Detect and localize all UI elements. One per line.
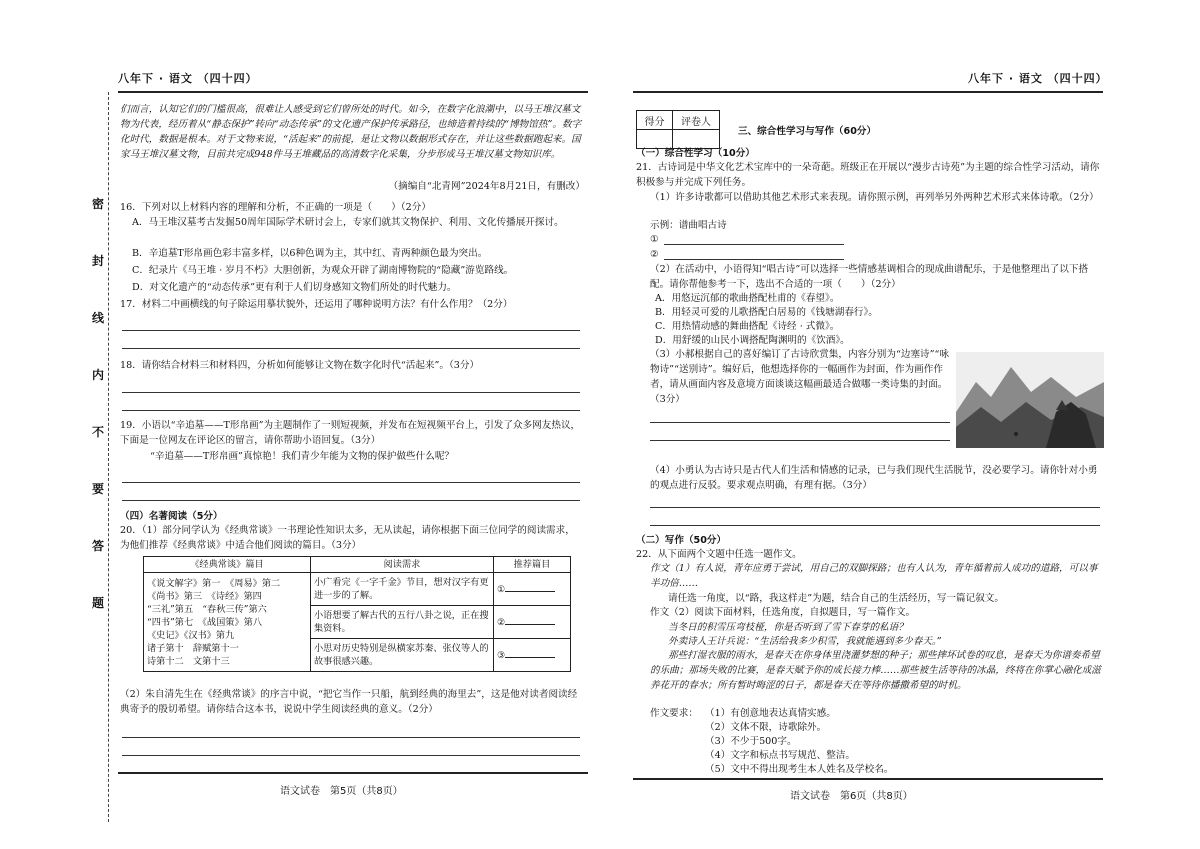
header-rule-left bbox=[118, 91, 588, 93]
seal-char: 题 bbox=[92, 596, 105, 610]
chapter-line: “四书”第七 《战国策》第八 bbox=[147, 616, 263, 628]
blank-mark: ② bbox=[650, 249, 659, 260]
reading-need: 小语想要了解古代的五行八卦之说，正在搜集资料。 bbox=[311, 606, 494, 639]
blank-mark: ① bbox=[650, 234, 659, 245]
material-paragraph: 们而言，认知它们的门槛很高，很难让人感受到它们曾所处的时代。如今，在数字化浪潮中，以马王堆汉墓文物为代表，经历着从“静态保护”转向“动态传承”的文化遗产保护传承路径，也缔造着持续的“博物馆热”。数字化时代，数据是根本。对于文物来说，“活起来”的前提，是让文物以数据形式存在，并让这些数据跑起来。国家马王堆汉墓文物，目前共完成948件马王堆藏品的高清数字化采集，分步形成马王堆汉墓文物知识库。 bbox=[120, 104, 582, 160]
table-header: 阅读需求 bbox=[311, 557, 494, 573]
q21-2-option-a: A．用悠远沉郁的歌曲搭配杜甫的《春望》。 bbox=[655, 293, 840, 304]
answer-line[interactable] bbox=[122, 348, 580, 349]
answer-line[interactable] bbox=[650, 507, 1100, 508]
recommend-cell[interactable] bbox=[494, 606, 571, 639]
material-source: （摘编自“北青网”2024年8月21日，有删改） bbox=[388, 181, 585, 192]
reading-need: 小思对历史特别是纵横家苏秦、张仪等人的故事很感兴趣。 bbox=[311, 639, 494, 672]
q21-part3: （3）小郝根据自己的喜好编订了古诗欣赏集，内容分别为“边塞诗”“咏物诗”“送别诗”。编好后，他想选择你的一幅画作为封面，作为画作作者，请从画面内容及意境方面谈谈这幅画最适合做哪一类诗集的封面。（3分） bbox=[650, 349, 950, 405]
question-16: 16．下列对以上材料内容的理解和分析，不正确的一项是（ ）（2分） bbox=[120, 202, 431, 213]
question-20: 20．（1）部分同学认为《经典常谈》一书理论性知识太多，无从读起，请你根据下面三位同学的阅读需求，为他们推荐《经典常谈》中适合他们阅读的篇目。（3分） bbox=[120, 525, 575, 551]
seal-char: 封 bbox=[92, 254, 105, 268]
material-line: 外卖诗人王计兵说：“生活给我多少积雪，我就能遇到多少春天。” bbox=[668, 636, 942, 647]
q16-option-d: D．对文化遗产的“动态传承”更有利于人们切身感知文物们所处的时代魅力。 bbox=[132, 282, 457, 293]
subsection-2-title: （二）写作（50分） bbox=[636, 535, 727, 546]
essay-prompt-1: 作文（1）有人说，青年应勇于尝试，用自己的双脚探路；也有人认为，青年循着前人成功的道路，可以事半功倍…… bbox=[650, 563, 1098, 589]
seal-char: 密 bbox=[92, 197, 105, 211]
blank-mark: ② bbox=[497, 616, 506, 628]
chapter-line: “三礼”第五 “春秋三传”第六 bbox=[147, 603, 267, 615]
answer-line[interactable] bbox=[122, 392, 580, 393]
q16-option-c: C．纪录片《马王堆 · 岁月不朽》大胆创新，为观众开辟了湖南博物院的“隐藏”游览路线。 bbox=[132, 265, 514, 276]
mountain-painting-icon bbox=[956, 352, 1104, 448]
reading-need: 小广看完《一字千金》节目，想对汉字有更进一步的了解。 bbox=[311, 573, 494, 606]
material-line: 当冬日的积雪压弯枝桠，你是否听到了雪下春芽的私语？ bbox=[668, 622, 908, 633]
material-paragraph: 那些打湿衣服的雨水，是春天在你身体里浇灌梦想的种子；那些摔坏试卷的叹息，是春天为你谱奏希望的乐曲；那场失败的比赛，是春天赋予你的成长接力棒……那些被生活等待的冰晶，终将在你掌心融化成滋养花开的春水；所有暂时晦涩的日子，都是春天在等待你播撒希望的时机。 bbox=[650, 650, 1101, 691]
score-table bbox=[636, 110, 720, 149]
seal-char: 不 bbox=[92, 425, 105, 439]
score-label: 得分 bbox=[637, 111, 673, 130]
requirement-item: （5）文中不得出现考生本人姓名及学校名。 bbox=[705, 764, 894, 775]
seal-char: 内 bbox=[92, 368, 105, 382]
q19-comment-quote: “辛追墓——T形帛画”真惊艳！我们青少年能为文物的保护做些什么呢？ bbox=[150, 451, 455, 462]
seal-char: 线 bbox=[92, 311, 105, 325]
section-4-title: （四）名著阅读（5分） bbox=[120, 511, 223, 522]
q21-part1: （1）许多诗歌都可以借助其他艺术形式来表现。请你照示例，再列举另外两种艺术形式来体诗歌。（2分） bbox=[650, 192, 1099, 203]
chapter-line: 诸子第十 辞赋第十一 bbox=[147, 642, 239, 654]
footer-rule-left bbox=[118, 772, 588, 774]
footer-rule-right bbox=[633, 778, 1103, 780]
q21-part2: （2）在活动中，小语得知“唱古诗”可以选择一些情感基调相合的现成曲谱配乐，于是他整理出了以下搭配。请你帮他参考一下，选出不合适的一项（ ）（2分） bbox=[650, 264, 1089, 290]
page-footer-right: 语文试卷 第6页（共8页） bbox=[790, 791, 913, 802]
recommend-cell[interactable] bbox=[494, 639, 571, 672]
chapter-line: 《尚书》第三 《诗经》第四 bbox=[147, 590, 262, 602]
answer-line[interactable] bbox=[650, 525, 1100, 526]
requirements-title: 作文要求： bbox=[650, 708, 698, 719]
requirement-item: （1）有创意地表达真情实感。 bbox=[705, 708, 836, 719]
blank-mark: ③ bbox=[497, 649, 506, 661]
answer-line[interactable] bbox=[664, 244, 844, 245]
answer-line[interactable] bbox=[650, 440, 950, 441]
q21-2-option-d: D．用舒缓的山民小调搭配陶渊明的《饮酒》。 bbox=[655, 335, 850, 346]
seal-dashed-line bbox=[108, 92, 109, 822]
page-header-left: 八年下 · 语文 （四十四） bbox=[118, 72, 258, 85]
answer-line[interactable] bbox=[122, 330, 580, 331]
table-header: 推荐篇目 bbox=[494, 557, 571, 573]
section-3-title: 三、综合性学习与写作（60分） bbox=[738, 126, 877, 137]
answer-line[interactable] bbox=[122, 482, 580, 483]
header-rule-right bbox=[633, 91, 1103, 93]
seal-char: 要 bbox=[92, 482, 105, 496]
chapter-line: 《说文解字》第一 《周易》第二 bbox=[147, 577, 281, 589]
answer-line[interactable] bbox=[122, 500, 580, 501]
answer-line[interactable] bbox=[664, 259, 844, 260]
chapter-line: 《史记》《汉书》第九 bbox=[147, 629, 235, 641]
requirement-item: （3）不少于500字。 bbox=[705, 736, 797, 747]
q16-option-b: B．辛追墓T形帛画色彩丰富多样，以6种色调为主，其中红、青两种颜色最为突出。 bbox=[132, 248, 488, 259]
question-22: 22．从下面两个文题中任选一题作文。 bbox=[636, 549, 802, 560]
q16-option-a: A．马王堆汉墓考古发掘50周年国际学术研讨会上，专家们就其文物保护、利用、文化传播展开探讨。 bbox=[132, 217, 564, 228]
q21-example: 示例：谱曲唱古诗 bbox=[650, 220, 727, 231]
answer-line[interactable] bbox=[122, 737, 580, 738]
answer-line[interactable] bbox=[650, 422, 950, 423]
essay-prompt-2: 作文（2）阅读下面材料，任选角度，自拟题目，写一篇作文。 bbox=[650, 607, 916, 618]
seal-char: 答 bbox=[92, 539, 105, 553]
page-footer-left: 语文试卷 第5页（共8页） bbox=[280, 786, 403, 797]
table-header: 《经典常谈》篇目 bbox=[144, 557, 311, 573]
question-21: 21．古诗词是中华文化艺术宝库中的一朵奇葩。班级正在开展以“漫步古诗苑”为主题的综合性学习活动，请你积极参与并完成下列任务。 bbox=[636, 162, 1100, 188]
answer-line[interactable] bbox=[122, 410, 580, 411]
question-20-part2: （2）朱自清先生在《经典常谈》的序言中说，“把它当作一只船，航到经典的海里去”，这是他对读者阅读经典寄予的殷切希望。请你结合这本书，说说中学生阅读经典的意义。（2分） bbox=[120, 689, 578, 715]
requirement-item: （2）文体不限，诗歌除外。 bbox=[705, 722, 827, 733]
q21-2-option-c: C．用热情动感的舞曲搭配《诗经 · 式微》。 bbox=[655, 321, 840, 332]
chapter-line: 诗第十二 文第十三 bbox=[147, 655, 230, 667]
seal-text bbox=[92, 195, 108, 651]
answer-line[interactable] bbox=[122, 755, 580, 756]
q21-2-option-b: B．用轻灵可爱的儿歌搭配白居易的《钱塘湖春行》。 bbox=[655, 307, 878, 318]
question-19: 19．小语以“辛追墓——T形帛画”为主题制作了一则短视频，并发布在短视频平台上，引发了众多网友热议，下面是一位网友在评论区的留言，请你帮助小语回复。（3分） bbox=[120, 420, 581, 446]
recommend-cell[interactable] bbox=[494, 573, 571, 606]
blank-mark: ① bbox=[497, 583, 506, 595]
grader-label: 评卷人 bbox=[673, 111, 720, 130]
book-chapter-list bbox=[144, 573, 311, 672]
essay-prompt-1-task: 请任选一角度，以“路，我这样走”为题，结合自己的生活经历，写一篇记叙文。 bbox=[668, 593, 1004, 604]
requirement-item: （4）文字和标点书写规范、整洁。 bbox=[705, 750, 856, 761]
landscape-painting-image bbox=[956, 352, 1104, 448]
question-18: 18．请你结合材料三和材料四，分析如何能够让文物在数字化时代“活起来”。（3分） bbox=[120, 360, 480, 371]
question-17: 17．材料二中画横线的句子除运用摹状貌外，还运用了哪种说明方法？有什么作用？（2分） bbox=[120, 299, 513, 310]
q21-part4: （4）小勇认为古诗只是古代人们生活和情感的记录，已与我们现代生活脱节，没必要学习。请你针对小勇的观点进行反驳。要求观点明确，有理有据。（3分） bbox=[650, 465, 1098, 491]
book-recommend-table bbox=[143, 556, 571, 672]
page-header-right: 八年下 · 语文 （四十四） bbox=[968, 72, 1108, 85]
subsection-1-title: （一）综合性学习（10分） bbox=[636, 148, 755, 159]
